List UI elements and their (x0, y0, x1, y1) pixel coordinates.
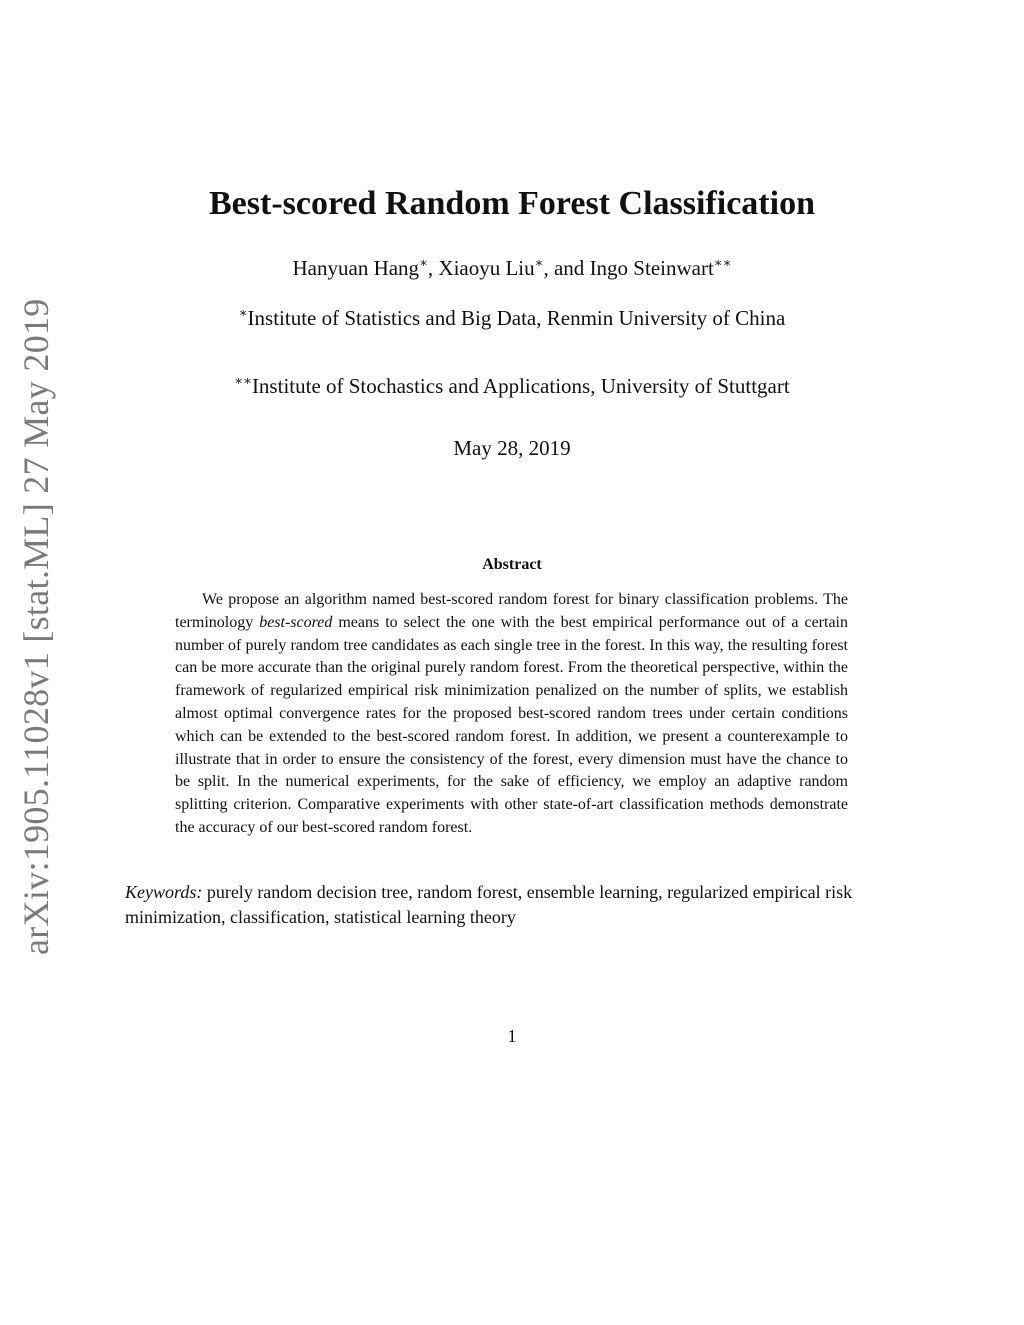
author-name: Xiaoyu Liu (438, 256, 535, 280)
keywords-text: purely random decision tree, random forest, ensemble learning, regularized empirical risk minimization, classification, statistical learning theory (125, 882, 853, 927)
affiliation-mark: ∗∗ (234, 373, 252, 388)
affiliation-mark: ∗∗ (713, 255, 732, 270)
abstract-body (175, 589, 848, 840)
paper-title: Best-scored Random Forest Classification (209, 185, 815, 222)
keywords-section (125, 880, 900, 930)
arxiv-identifier-stamp: arXiv:1905.11028v1 [stat.ML] 27 May 2019 (16, 298, 56, 955)
affiliation-text: Institute of Statistics and Big Data, Renmin University of China (247, 306, 786, 330)
abstract-text: We propose an algorithm named best-scored random forest for binary classification problems. The terminology (175, 591, 848, 631)
author-separator: , and (543, 256, 590, 280)
abstract-emphasis: best-scored (259, 613, 333, 631)
publication-date: May 28, 2019 (453, 436, 571, 460)
affiliation-mark: ∗ (238, 305, 248, 320)
affiliation-stuttgart (0, 372, 1024, 400)
author-name: Hanyuan Hang (292, 256, 420, 280)
author-separator: , (427, 256, 439, 280)
affiliation-mark: ∗ (419, 255, 428, 270)
affiliation-text: Institute of Stochastics and Applications, University of Stuttgart (251, 374, 790, 398)
keywords-label: Keywords: (125, 882, 203, 902)
affiliation-renmin (0, 304, 1024, 332)
affiliation-mark: ∗ (534, 255, 544, 270)
abstract-heading: Abstract (482, 556, 542, 573)
author-name: Ingo Steinwart (589, 256, 714, 280)
abstract-text: means to select the one with the best empirical performance out of a certain number of purely random tree candidates as each single tree in the forest. In this way, the resulting forest can be more accurate than the original purely random forest. From the theoretical perspective, within the framework of regularized empirical risk minimization penalized on the number of splits, we establish almost optimal convergence rates for the proposed best-scored random trees under certain conditions which can be extended to the best-scored random forest. In addition, we present a counterexample to illustrate that in order to ensure the consistency of the forest, every dimension must have the chance to be split. In the numerical experiments, for the sake of efficiency, we employ an adaptive random splitting criterion. Comparative experiments with other state-of-art classification methods demonstrate the accuracy of our best-scored random forest. (175, 613, 848, 836)
page-number: 1 (507, 1026, 517, 1046)
author-list (0, 254, 1024, 282)
